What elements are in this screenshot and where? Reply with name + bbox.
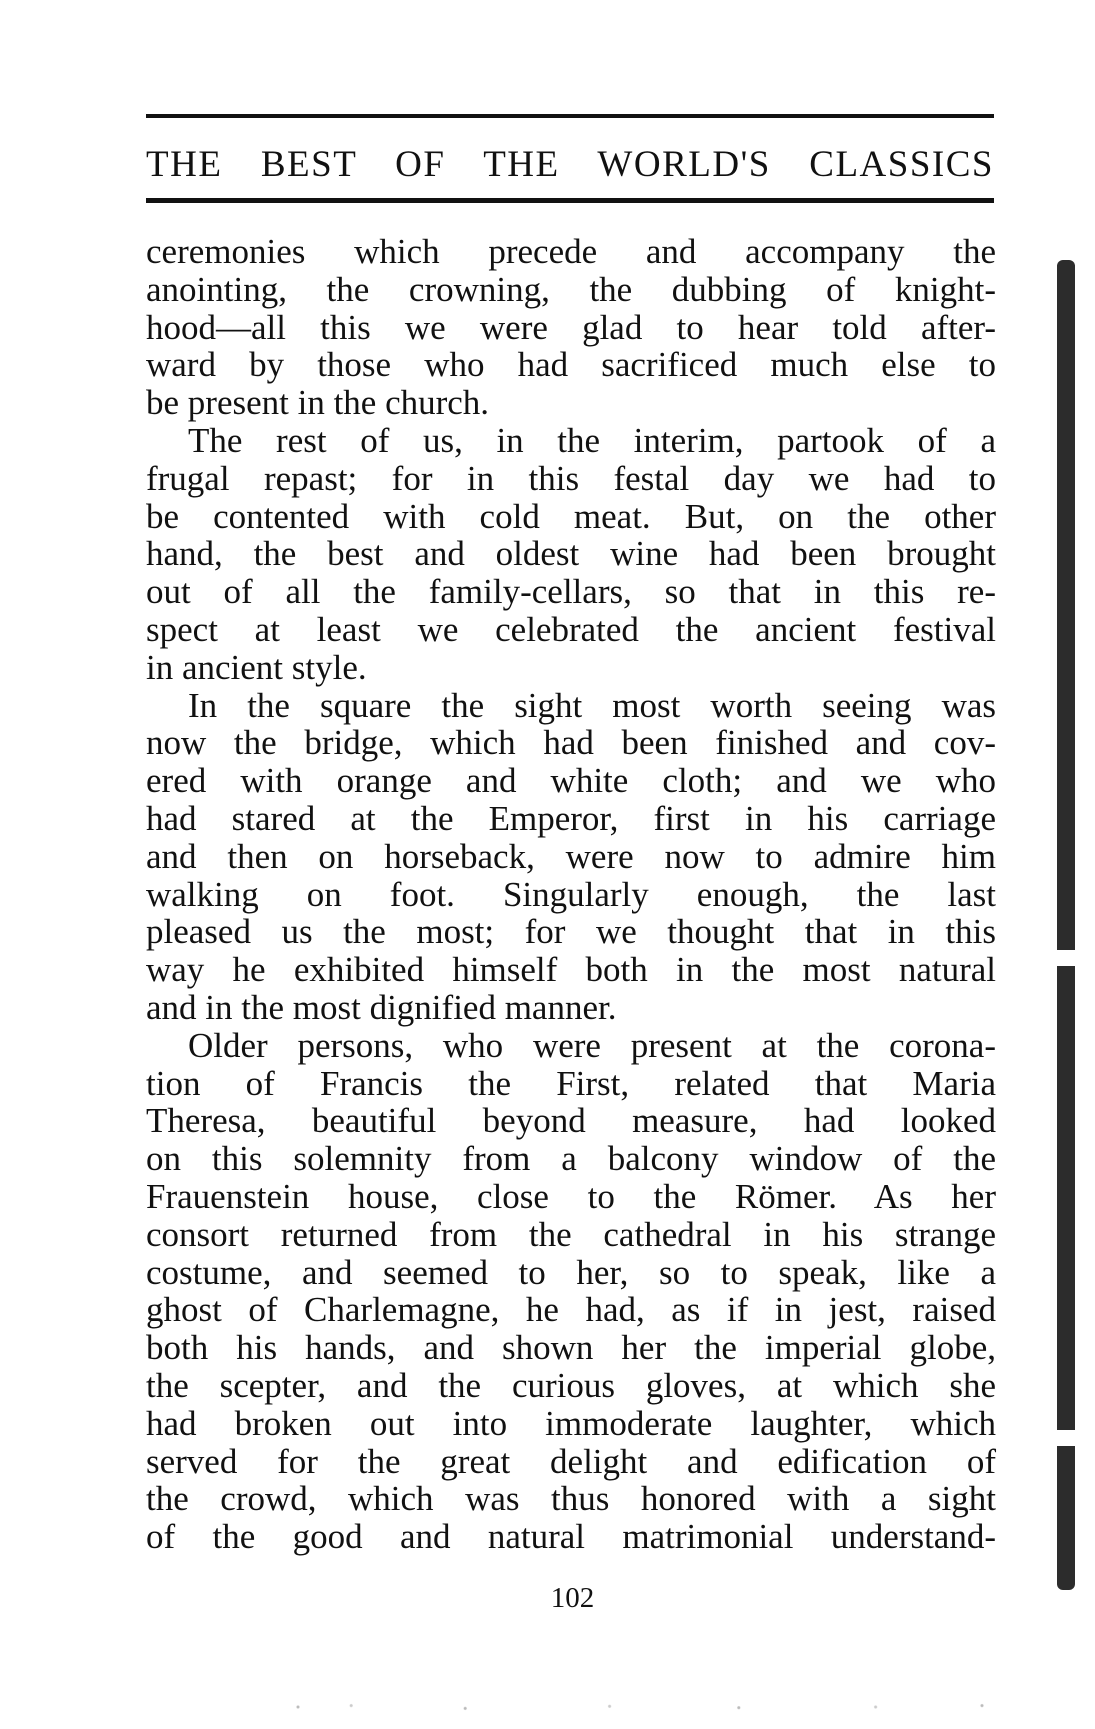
text-line: the scepter, and the curious gloves, at which she (146, 1365, 996, 1405)
body-text (146, 233, 996, 1556)
text-line: Frauenstein house, close to the Römer. As her (146, 1176, 996, 1216)
text-line: ered with orange and white cloth; and we who (146, 761, 996, 801)
binding-gap (1053, 1430, 1079, 1446)
text-line: both his hands, and shown her the imperial globe, (146, 1328, 996, 1368)
text-line: Theresa, beautiful beyond measure, had looked (146, 1101, 996, 1141)
text-line: be present in the church. (146, 383, 490, 423)
page-number: 102 (550, 1582, 595, 1614)
text-line: pleased us the most; for we thought that in this (146, 912, 996, 952)
text-line: ceremonies which precede and accompany the (146, 232, 996, 271)
header-rule-top (146, 114, 994, 118)
running-head: THE BEST OF THE WORLD'S CLASSICS (146, 144, 994, 185)
text-line: frugal repast; for in this festal day we had to (146, 458, 996, 498)
text-line: costume, and seemed to her, so to speak, like a (146, 1252, 996, 1292)
binding-shadow (1057, 260, 1075, 1590)
text-line: and in the most dignified manner. (146, 987, 617, 1027)
text-line: had stared at the Emperor, first in his carriage (146, 798, 996, 838)
text-line: served for the great delight and edification of (146, 1441, 996, 1481)
text-line: hand, the best and oldest wine had been brought (146, 534, 996, 574)
text-line: in ancient style. (146, 647, 367, 687)
text-line: tion of Francis the First, related that Maria (146, 1063, 996, 1103)
text-line: ghost of Charlemagne, he had, as if in jest, raised (146, 1290, 996, 1330)
text-line: Older persons, who were present at the corona- (188, 1025, 996, 1065)
text-line: The rest of us, in the interim, partook of a (188, 420, 996, 460)
binding-gap (1053, 950, 1079, 966)
text-line: spect at least we celebrated the ancient festival (146, 609, 996, 649)
text-line: and then on horseback, were now to admire him (146, 836, 996, 876)
text-line: anointing, the crowning, the dubbing of knight- (146, 269, 996, 309)
text-line: of the good and natural matrimonial understand- (146, 1517, 996, 1557)
text-line: had broken out into immoderate laughter, which (146, 1403, 996, 1443)
text-line: way he exhibited himself both in the most natural (146, 950, 996, 990)
header-rule-bottom (146, 198, 994, 203)
text-line: be contented with cold meat. But, on the other (146, 496, 996, 536)
text-line: on this solemnity from a balcony window of the (146, 1139, 996, 1179)
text-line: the crowd, which was thus honored with a sight (146, 1479, 996, 1519)
text-line: consort returned from the cathedral in his strange (146, 1214, 996, 1254)
text-line: now the bridge, which had been finished and cov- (146, 723, 996, 763)
scan-speckle (260, 1700, 1020, 1714)
text-line: In the square the sight most worth seeing was (188, 685, 996, 725)
text-line: ward by those who had sacrificed much else to (146, 345, 996, 385)
text-line: hood—all this we were glad to hear told after- (146, 307, 996, 347)
text-line: out of all the family-cellars, so that in this re- (146, 572, 996, 612)
text-line: walking on foot. Singularly enough, the last (146, 874, 996, 914)
